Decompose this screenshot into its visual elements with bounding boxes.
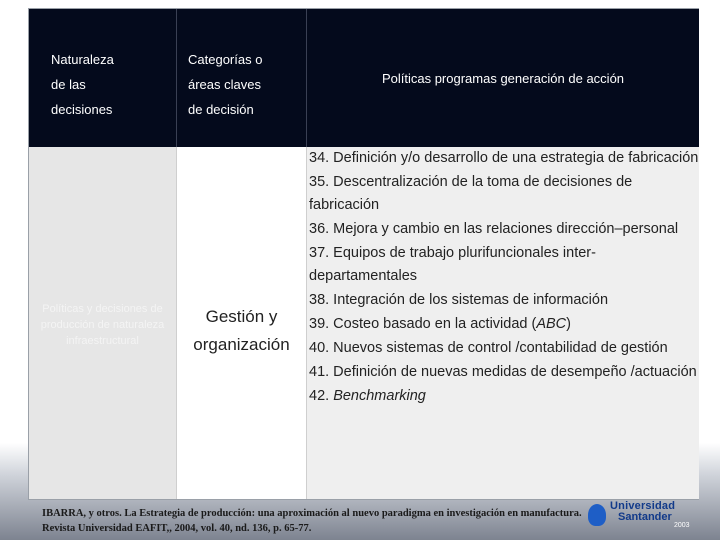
header-cell-nature xyxy=(29,9,177,147)
policy-list xyxy=(307,147,699,409)
header-category-line: áreas claves xyxy=(188,77,261,92)
logo-year: 2003 xyxy=(674,522,690,529)
policy-item: 39. Costeo basado en la actividad (ABC) xyxy=(309,316,571,332)
header-nature-line: de las xyxy=(51,77,86,92)
header-cell-category xyxy=(177,9,307,147)
policy-item: 34. Definición y/o desarrollo de una estrategia de fabricación xyxy=(309,150,699,166)
policy-item: 42. Benchmarking xyxy=(309,388,426,404)
logo-line: Universidad xyxy=(610,500,676,512)
header-category-line: de decisión xyxy=(188,102,254,117)
policy-item: 35. Descentralización de la toma de decisiones de fabricación xyxy=(309,174,633,213)
policy-item: 38. Integración de los sistemas de información xyxy=(309,292,609,308)
policy-item: 41. Definición de nuevas medidas de desempeño /actuación xyxy=(309,364,697,380)
category-text xyxy=(177,303,306,359)
citation-line: Revista Universidad EAFIT,, 2004, vol. 40, nd. 136, p. 65-77. xyxy=(42,523,312,534)
header-cell-policies xyxy=(307,9,699,147)
header-nature-line: decisiones xyxy=(51,102,113,117)
policy-item: 36. Mejora y cambio en las relaciones dirección–personal xyxy=(309,221,679,237)
citation-footer xyxy=(42,506,662,536)
nature-cell xyxy=(29,147,177,499)
category-line: Gestión y xyxy=(205,307,278,326)
policies-cell xyxy=(307,147,699,499)
logo-line: Santander xyxy=(618,511,672,523)
header-policies-title: Políticas programas generación de acción xyxy=(381,71,625,86)
header-nature-line: Naturaleza xyxy=(51,52,114,67)
category-cell xyxy=(177,147,307,499)
policy-table xyxy=(28,8,699,500)
policy-item: 37. Equipos de trabajo plurifuncionales inter-departamentales xyxy=(309,245,596,284)
category-line: organización xyxy=(193,335,290,354)
university-logo xyxy=(582,500,702,532)
policy-item: 40. Nuevos sistemas de control /contabilidad de gestión xyxy=(309,340,668,356)
citation-line: IBARRA, y otros. La Estrategia de producción: una aproximación al nuevo paradigma en investigación en manufactura. xyxy=(42,508,582,519)
header-category-line: Categorías o xyxy=(188,52,263,67)
flame-icon xyxy=(588,504,606,526)
nature-text: Políticas y decisiones de producción de naturaleza infraestructural xyxy=(40,303,165,347)
